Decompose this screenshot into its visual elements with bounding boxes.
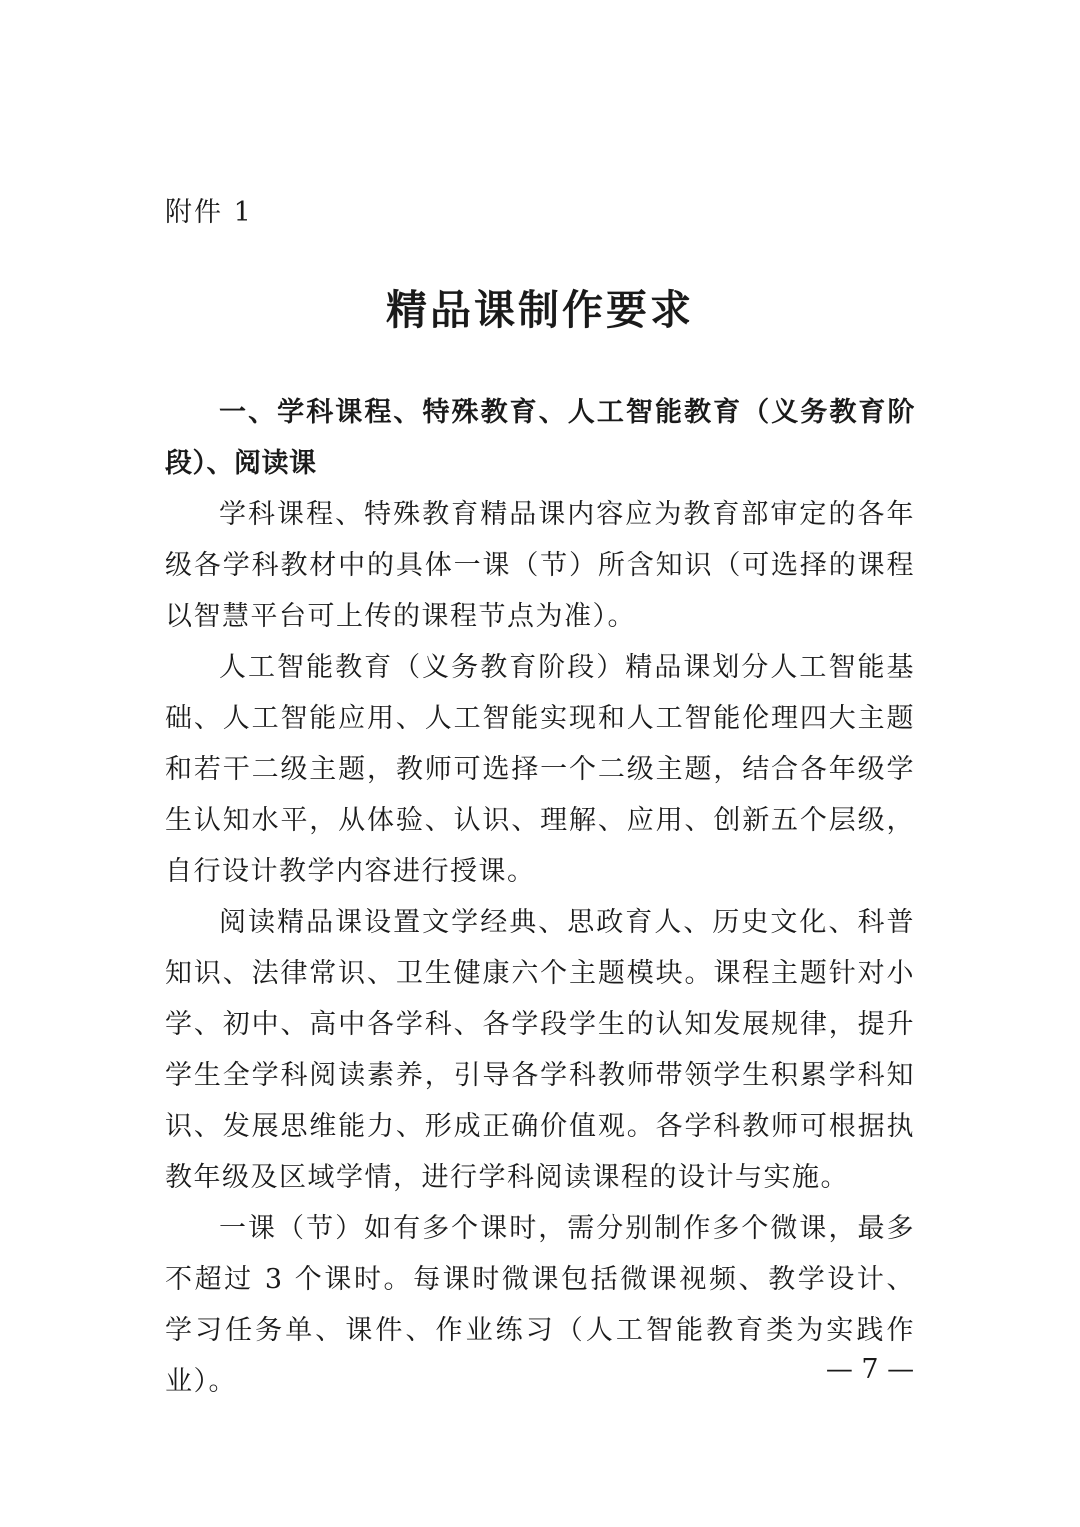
page-number: — 7 — <box>825 1354 915 1385</box>
paragraph-ai-education: 人工智能教育（义务教育阶段）精品课划分人工智能基础、人工智能应用、人工智能实现和人工智能伦理四大主题和若干二级主题，教师可选择一个二级主题，结合各年级学生认知水平，从体验、认识、理解、应用、创新五个层级，自行设计教学内容进行授课。 <box>165 652 915 887</box>
paragraph-subject-courses: 学科课程、特殊教育精品课内容应为教育部审定的各年级各学科教材中的具体一课（节）所含知识（可选择的课程以智慧平台可上传的课程节点为准）。 <box>165 499 915 632</box>
document-body <box>165 387 915 1407</box>
section-heading: 一、学科课程、特殊教育、人工智能教育（义务教育阶段）、阅读课 <box>165 397 915 479</box>
paragraph-reading-courses: 阅读精品课设置文学经典、思政育人、历史文化、科普知识、法律常识、卫生健康六个主题模块。课程主题针对小学、初中、高中各学科、各学段学生的认知发展规律，提升学生全学科阅读素养，引导各学科教师带领学生积累学科知识、发展思维能力、形成正确价值观。各学科教师可根据执教年级及区域学情，进行学科阅读课程的设计与实施。 <box>165 907 915 1193</box>
page-title: 精品课制作要求 <box>386 286 694 334</box>
attachment-label: 附件 1 <box>165 197 253 228</box>
paragraph-lesson-hours: 一课（节）如有多个课时，需分别制作多个微课，最多不超过 3 个课时。每课时微课包括微课视频、教学设计、学习任务单、课件、作业练习（人工智能教育类为实践作业）。 <box>165 1213 915 1397</box>
